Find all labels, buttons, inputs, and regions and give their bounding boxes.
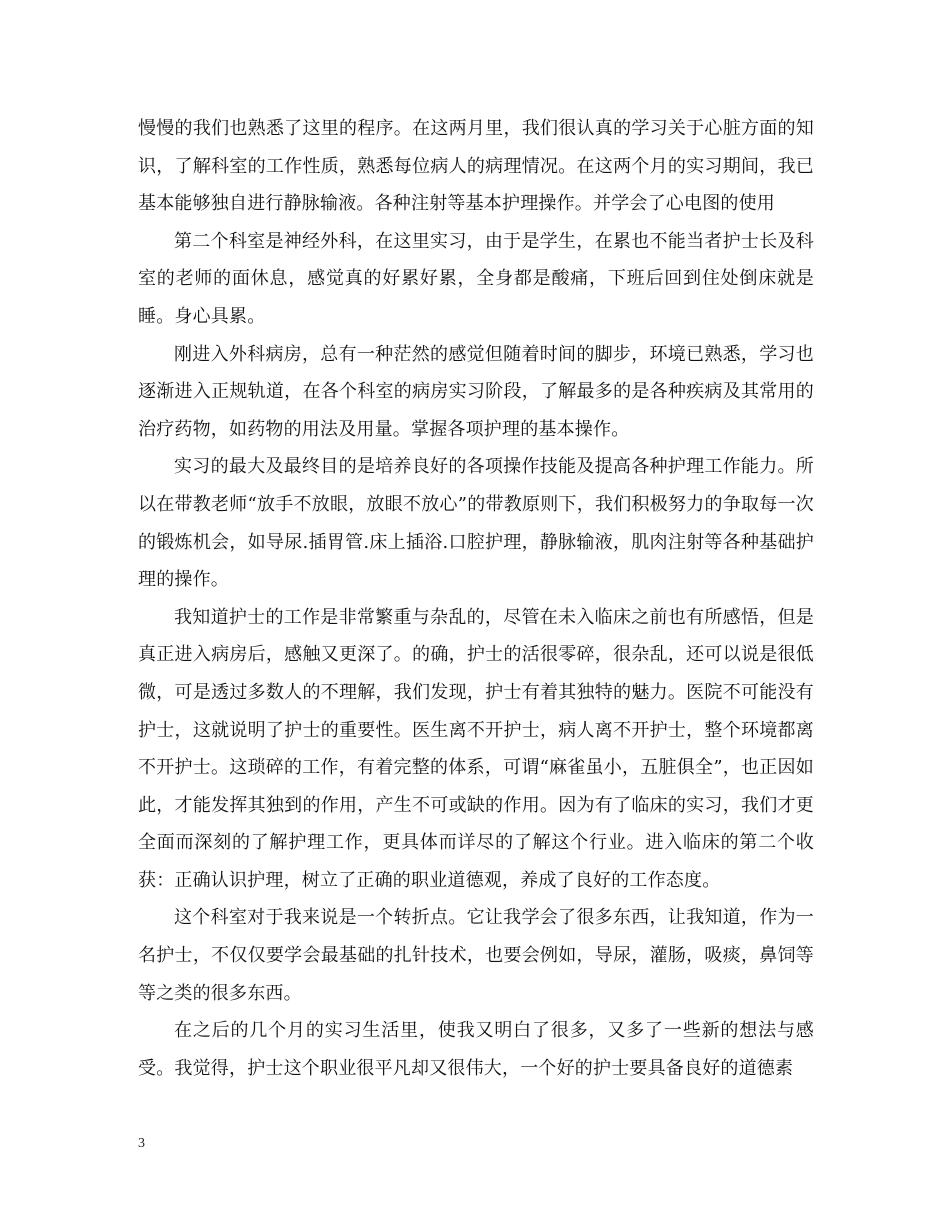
paragraph-1: 慢慢的我们也熟悉了这里的程序。在这两月里，我们很认真的学习关于心脏方面的知识，了解科室的工作性质，熟悉每位病人的病理情况。在这两个月的实习期间，我已基本能够独自进行静脉输液。各种注射等基本护理操作。并学会了心电图的使用 [138, 118, 814, 215]
paragraph-3: 刚进入外科病房，总有一种茫然的感觉但随着时间的脚步，环境已熟悉，学习也逐渐进入正规轨道，在各个科室的病房实习阶段，了解最多的是各种疾病及其常用的治疗药物，如药物的用法及用量。掌握各项护理的基本操作。 [138, 343, 814, 440]
paragraph-2: 第二个科室是神经外科，在这里实习，由于是学生，在累也不能当者护士长及科室的老师的面休息，感觉真的好累好累，全身都是酸痛，下班后回到住处倒床就是睡。身心具累。 [138, 230, 814, 327]
document-body [138, 110, 814, 1087]
paragraph-6: 这个科室对于我来说是一个转折点。它让我学会了很多东西，让我知道，作为一名护士，不仅仅要学会最基础的扎针技术，也要会例如，导尿，灌肠，吸痰，鼻饲等等之类的很多东西。 [138, 907, 814, 1004]
paragraph-4: 实习的最大及最终目的是培养良好的各项操作技能及提高各种护理工作能力。所以在带教老师“放手不放眼，放眼不放心”的带教原则下，我们积极努力的争取每一次的锻炼机会，如导尿.插胃管.床上插浴.口腔护理，静脉输液，肌肉注射等各种基础护理的操作。 [138, 456, 814, 591]
paragraph-5: 我知道护士的工作是非常繁重与杂乱的，尽管在未入临床之前也有所感悟，但是真正进入病房后，感触又更深了。的确，护士的活很零碎，很杂乱，还可以说是很低微，可是透过多数人的不理解，我们发现，护士有着其独特的魅力。医院不可能没有护士，这就说明了护士的重要性。医生离不开护士，病人离不开护士，整个环境都离不开护士。这琐碎的工作，有着完整的体系，可谓“麻雀虽小，五脏俱全”，也正因如此，才能发挥其独到的作用，产生不可或缺的作用。因为有了临床的实习，我们才更全面而深刻的了解护理工作，更具体而详尽的了解这个行业。进入临床的第二个收获：正确认识护理，树立了正确的职业道德观，养成了良好的工作态度。 [138, 606, 814, 891]
paragraph-7: 在之后的几个月的实习生活里，使我又明白了很多，又多了一些新的想法与感受。我觉得，护士这个职业很平凡却又很伟大，一个好的护士要具备良好的道德素 [138, 1020, 814, 1079]
page-number: 3 [138, 1136, 145, 1151]
